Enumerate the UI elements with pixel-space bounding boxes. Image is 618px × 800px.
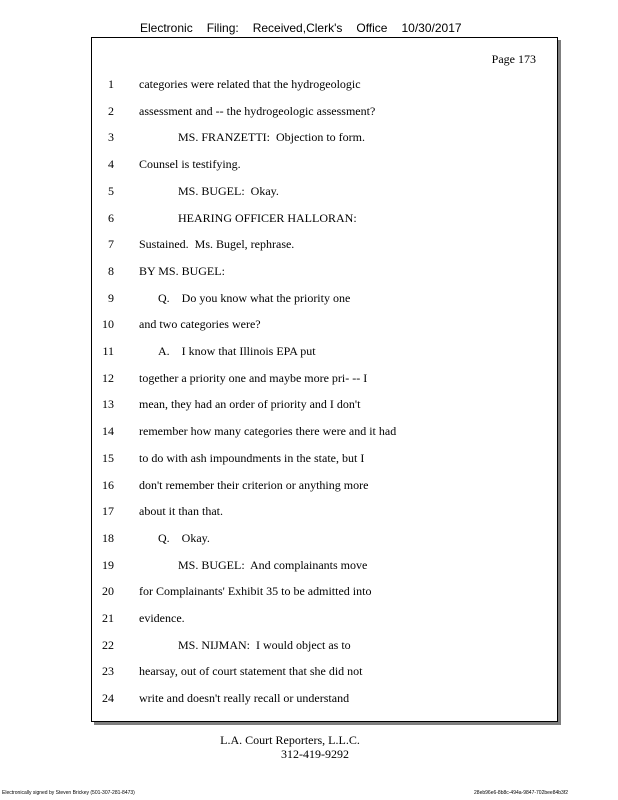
transcript-line bbox=[92, 75, 532, 93]
transcript-line bbox=[92, 102, 532, 120]
transcript-line bbox=[92, 609, 532, 627]
reporter-phone: 312-419-9292 bbox=[281, 747, 349, 761]
line-text: HEARING OFFICER HALLORAN: bbox=[178, 210, 357, 225]
line-number: 22 bbox=[102, 637, 114, 652]
transcript-line bbox=[92, 422, 532, 440]
transcript-line bbox=[92, 235, 532, 253]
line-number: 9 bbox=[108, 290, 114, 305]
line-number: 14 bbox=[102, 424, 114, 439]
transcript-line bbox=[92, 155, 532, 173]
line-number: 18 bbox=[102, 530, 114, 545]
line-text: for Complainants' Exhibit 35 to be admitted into bbox=[139, 584, 372, 599]
line-text: evidence. bbox=[139, 611, 185, 625]
line-number: 16 bbox=[102, 477, 114, 492]
transcript-line bbox=[92, 315, 532, 333]
transcript-line bbox=[92, 128, 532, 146]
transcript-line bbox=[92, 502, 532, 520]
line-text: Q. Okay. bbox=[158, 530, 210, 545]
line-number: 6 bbox=[108, 210, 114, 225]
line-text: don't remember their criterion or anything more bbox=[139, 477, 369, 492]
line-text: MS. NIJMAN: I would object as to bbox=[178, 637, 351, 652]
line-number: 12 bbox=[102, 370, 114, 385]
line-number: 15 bbox=[102, 450, 114, 465]
transcript-line bbox=[92, 556, 532, 574]
line-text: BY MS. BUGEL: bbox=[139, 263, 225, 278]
filing-header-date: 10/30/2017 bbox=[401, 21, 462, 35]
page-number: Page 173 bbox=[491, 52, 536, 66]
transcript-line bbox=[92, 182, 532, 200]
line-text: Counsel is testifying. bbox=[139, 157, 241, 172]
line-number: 1 bbox=[108, 77, 114, 91]
electronic-signature: Electronically signed by Steven Brickey (501-307-281-8473) bbox=[2, 790, 135, 796]
line-number: 11 bbox=[102, 344, 114, 358]
line-number: 24 bbox=[102, 691, 114, 706]
line-text: remember how many categories there were and it had bbox=[139, 424, 397, 439]
transcript-line bbox=[92, 209, 532, 227]
transcript-line bbox=[92, 262, 532, 280]
line-text: categories were related that the hydrogeologic bbox=[139, 77, 361, 91]
line-number: 10 bbox=[102, 317, 114, 332]
line-number: 7 bbox=[108, 237, 114, 252]
line-number: 4 bbox=[108, 157, 114, 172]
line-text: about it than that. bbox=[139, 504, 223, 519]
transcript-line bbox=[92, 636, 532, 654]
line-text: assessment and -- the hydrogeologic assessment? bbox=[139, 103, 376, 118]
line-text: MS. BUGEL: And complainants move bbox=[178, 557, 368, 572]
line-text: write and doesn't really recall or understand bbox=[139, 691, 350, 706]
line-number: 23 bbox=[102, 664, 114, 679]
line-text: to do with ash impoundments in the state, but I bbox=[139, 450, 365, 465]
transcript-line bbox=[92, 476, 532, 494]
line-number: 2 bbox=[108, 103, 114, 118]
line-text: together a priority one and maybe more pri- -- I bbox=[139, 370, 368, 385]
transcript-line bbox=[92, 529, 532, 547]
line-text: Sustained. Ms. Bugel, rephrase. bbox=[139, 237, 295, 252]
line-number: 17 bbox=[102, 504, 114, 519]
line-text: MS. BUGEL: Okay. bbox=[178, 183, 279, 198]
line-text: MS. FRANZETTI: Objection to form. bbox=[178, 130, 365, 145]
transcript-line bbox=[92, 689, 532, 707]
transcript-line bbox=[92, 582, 532, 600]
line-number: 20 bbox=[102, 584, 114, 599]
line-number: 8 bbox=[108, 263, 114, 278]
transcript-line bbox=[92, 395, 532, 413]
line-text: hearsay, out of court statement that she did not bbox=[139, 664, 363, 679]
filing-header-electronic: Electronic bbox=[140, 21, 193, 35]
transcript-line bbox=[92, 662, 532, 680]
line-number: 5 bbox=[108, 183, 114, 198]
transcript-page bbox=[91, 37, 558, 722]
line-text: A. I know that Illinois EPA put bbox=[158, 344, 316, 358]
document-hash: 28eb96e6-8b8c-494a-9847-702bee84b3f2 bbox=[474, 790, 568, 796]
line-number: 3 bbox=[108, 130, 114, 145]
filing-header bbox=[140, 21, 476, 35]
filing-header-office: Office bbox=[356, 21, 388, 35]
line-number: 21 bbox=[102, 611, 114, 625]
line-text: and two categories were? bbox=[139, 317, 261, 332]
line-text: mean, they had an order of priority and I don't bbox=[139, 397, 361, 412]
transcript-line bbox=[92, 369, 532, 387]
filing-header-received: Received,Clerk's bbox=[252, 21, 343, 35]
transcript-line bbox=[92, 342, 532, 360]
line-number: 19 bbox=[102, 557, 114, 572]
filing-header-filing: Filing: bbox=[206, 21, 239, 35]
transcript-line bbox=[92, 449, 532, 467]
line-number: 13 bbox=[102, 397, 114, 412]
reporter-company: L.A. Court Reporters, L.L.C. bbox=[220, 733, 360, 747]
transcript-line bbox=[92, 289, 532, 307]
line-text: Q. Do you know what the priority one bbox=[158, 290, 351, 305]
